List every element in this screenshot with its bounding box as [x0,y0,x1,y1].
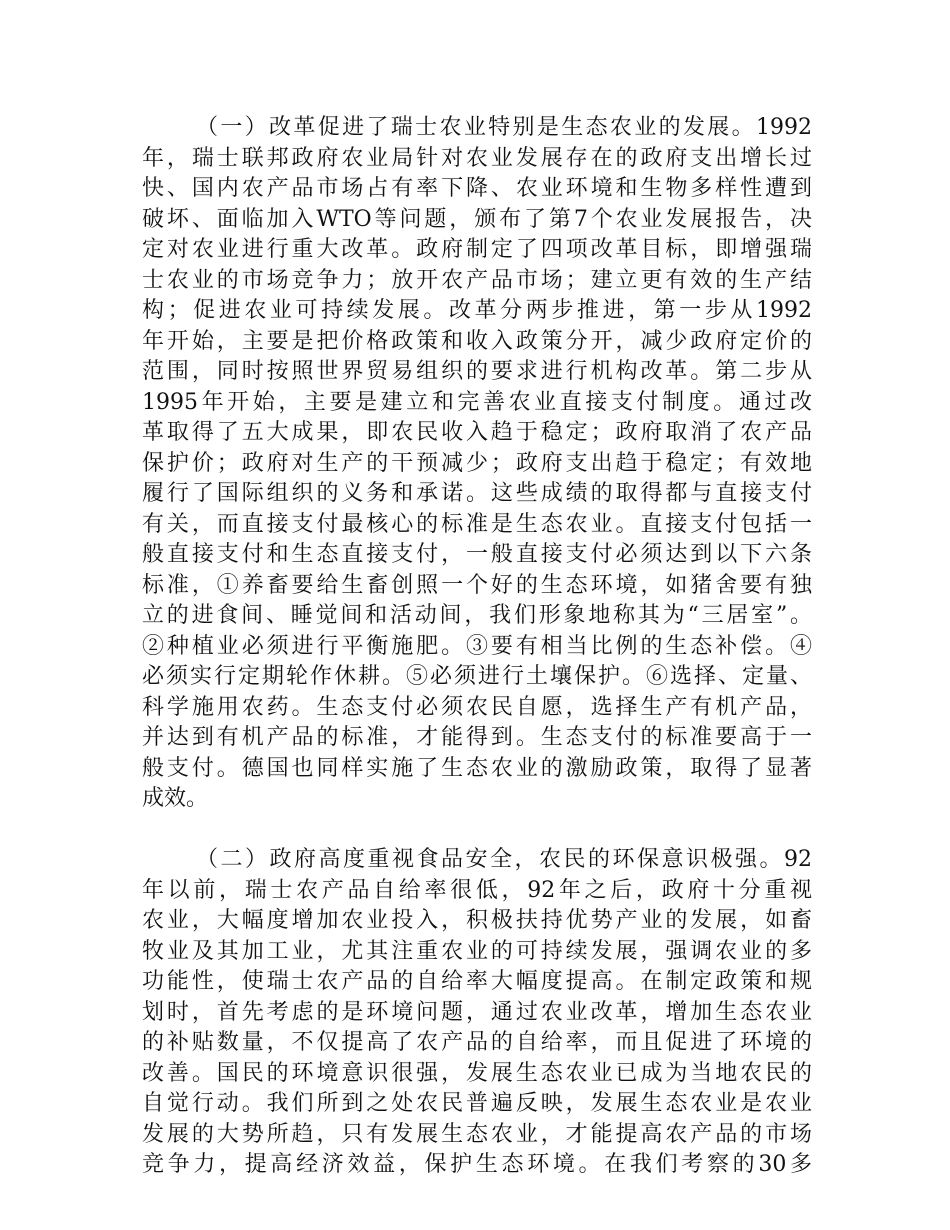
text-line: 年以前，瑞士农产品自给率很低，92年之后，政府十分重视 [142,877,812,903]
text-line: 1995年开始，主要是建立和完善农业直接支付制度。通过改 [142,389,812,415]
text-line: 科学施用农药。生态支付必须农民自愿，选择生产有机产品， [142,694,812,720]
text-line: （一）改革促进了瑞士农业特别是生态农业的发展。1992 [196,115,812,140]
text-line: （二）政府高度重视食品安全，农民的环保意识极强。92 [196,847,812,872]
text-line: 牧业及其加工业，尤其注重农业的可持续发展，强调农业的多 [142,938,812,964]
paragraph-2 [142,845,812,1181]
text-line: 革取得了五大成果，即农民收入趋于稳定；政府取消了农产品 [142,420,812,445]
text-line: 范围，同时按照世界贸易组织的要求进行机构改革。第二步从 [142,359,812,384]
text-line: 破坏、面临加入WTO等问题，颁布了第7个农业发展报告，决 [142,206,812,232]
text-line: 般支付。德国也同样实施了生态农业的激励政策，取得了显著 [142,755,812,781]
text-line: 功能性，使瑞士农产品的自给率大幅度提高。在制定政策和规 [142,969,812,994]
text-line: 标准，①养畜要给生畜创照一个好的生态环境，如猪舍要有独 [142,572,812,598]
text-line: 必须实行定期轮作休耕。⑤必须进行土壤保护。⑥选择、定量、 [142,664,812,689]
text-line: 定对农业进行重大改革。政府制定了四项改革目标，即增强瑞 [142,237,812,262]
text-line: 农业，大幅度增加农业投入，积极扶持优势产业的发展，如畜 [142,908,812,933]
text-line: 年开始，主要是把价格政策和收入政策分开，减少政府定价的 [142,328,812,354]
text-line: 年，瑞士联邦政府农业局针对农业发展存在的政府支出增长过 [142,145,812,171]
text-line: 士农业的市场竞争力；放开农产品市场；建立更有效的生产结 [142,267,812,293]
text-line: 自觉行动。我们所到之处农民普遍反映，发展生态农业是农业 [142,1091,812,1116]
text-line: 并达到有机产品的标准，才能得到。生态支付的标准要高于一 [142,725,812,750]
text-line: 立的进食间、睡觉间和活动间，我们形象地称其为“三居室”。 [142,603,812,628]
text-line: 成效。 [142,786,209,811]
paragraph-gap [142,815,812,846]
text-line: ②种植业必须进行平衡施肥。③要有相当比例的生态补偿。④ [142,633,812,659]
text-line: 发展的大势所趋，只有发展生态农业，才能提高农产品的市场 [142,1121,812,1147]
document-page [142,113,812,1181]
text-line: 保护价；政府对生产的干预减少；政府支出趋于稳定；有效地 [142,450,812,476]
text-line: 竞争力，提高经济效益，保护生态环境。在我们考察的30多 [142,1152,812,1177]
text-line: 的补贴数量，不仅提高了农产品的自给率，而且促进了环境的 [142,1030,812,1055]
paragraph-1 [142,113,812,815]
text-line: 有关，而直接支付最核心的标准是生态农业。直接支付包括一 [142,511,812,537]
text-line: 般直接支付和生态直接支付，一般直接支付必须达到以下六条 [142,542,812,567]
text-line: 改善。国民的环境意识很强，发展生态农业已成为当地农民的 [142,1060,812,1086]
text-line: 快、国内农产品市场占有率下降、农业环境和生物多样性遭到 [142,176,812,201]
text-line: 构；促进农业可持续发展。改革分两步推进，第一步从1992 [142,298,812,323]
text-line: 划时，首先考虑的是环境问题，通过农业改革，增加生态农业 [142,999,812,1025]
text-line: 履行了国际组织的义务和承诺。这些成绩的取得都与直接支付 [142,481,812,506]
